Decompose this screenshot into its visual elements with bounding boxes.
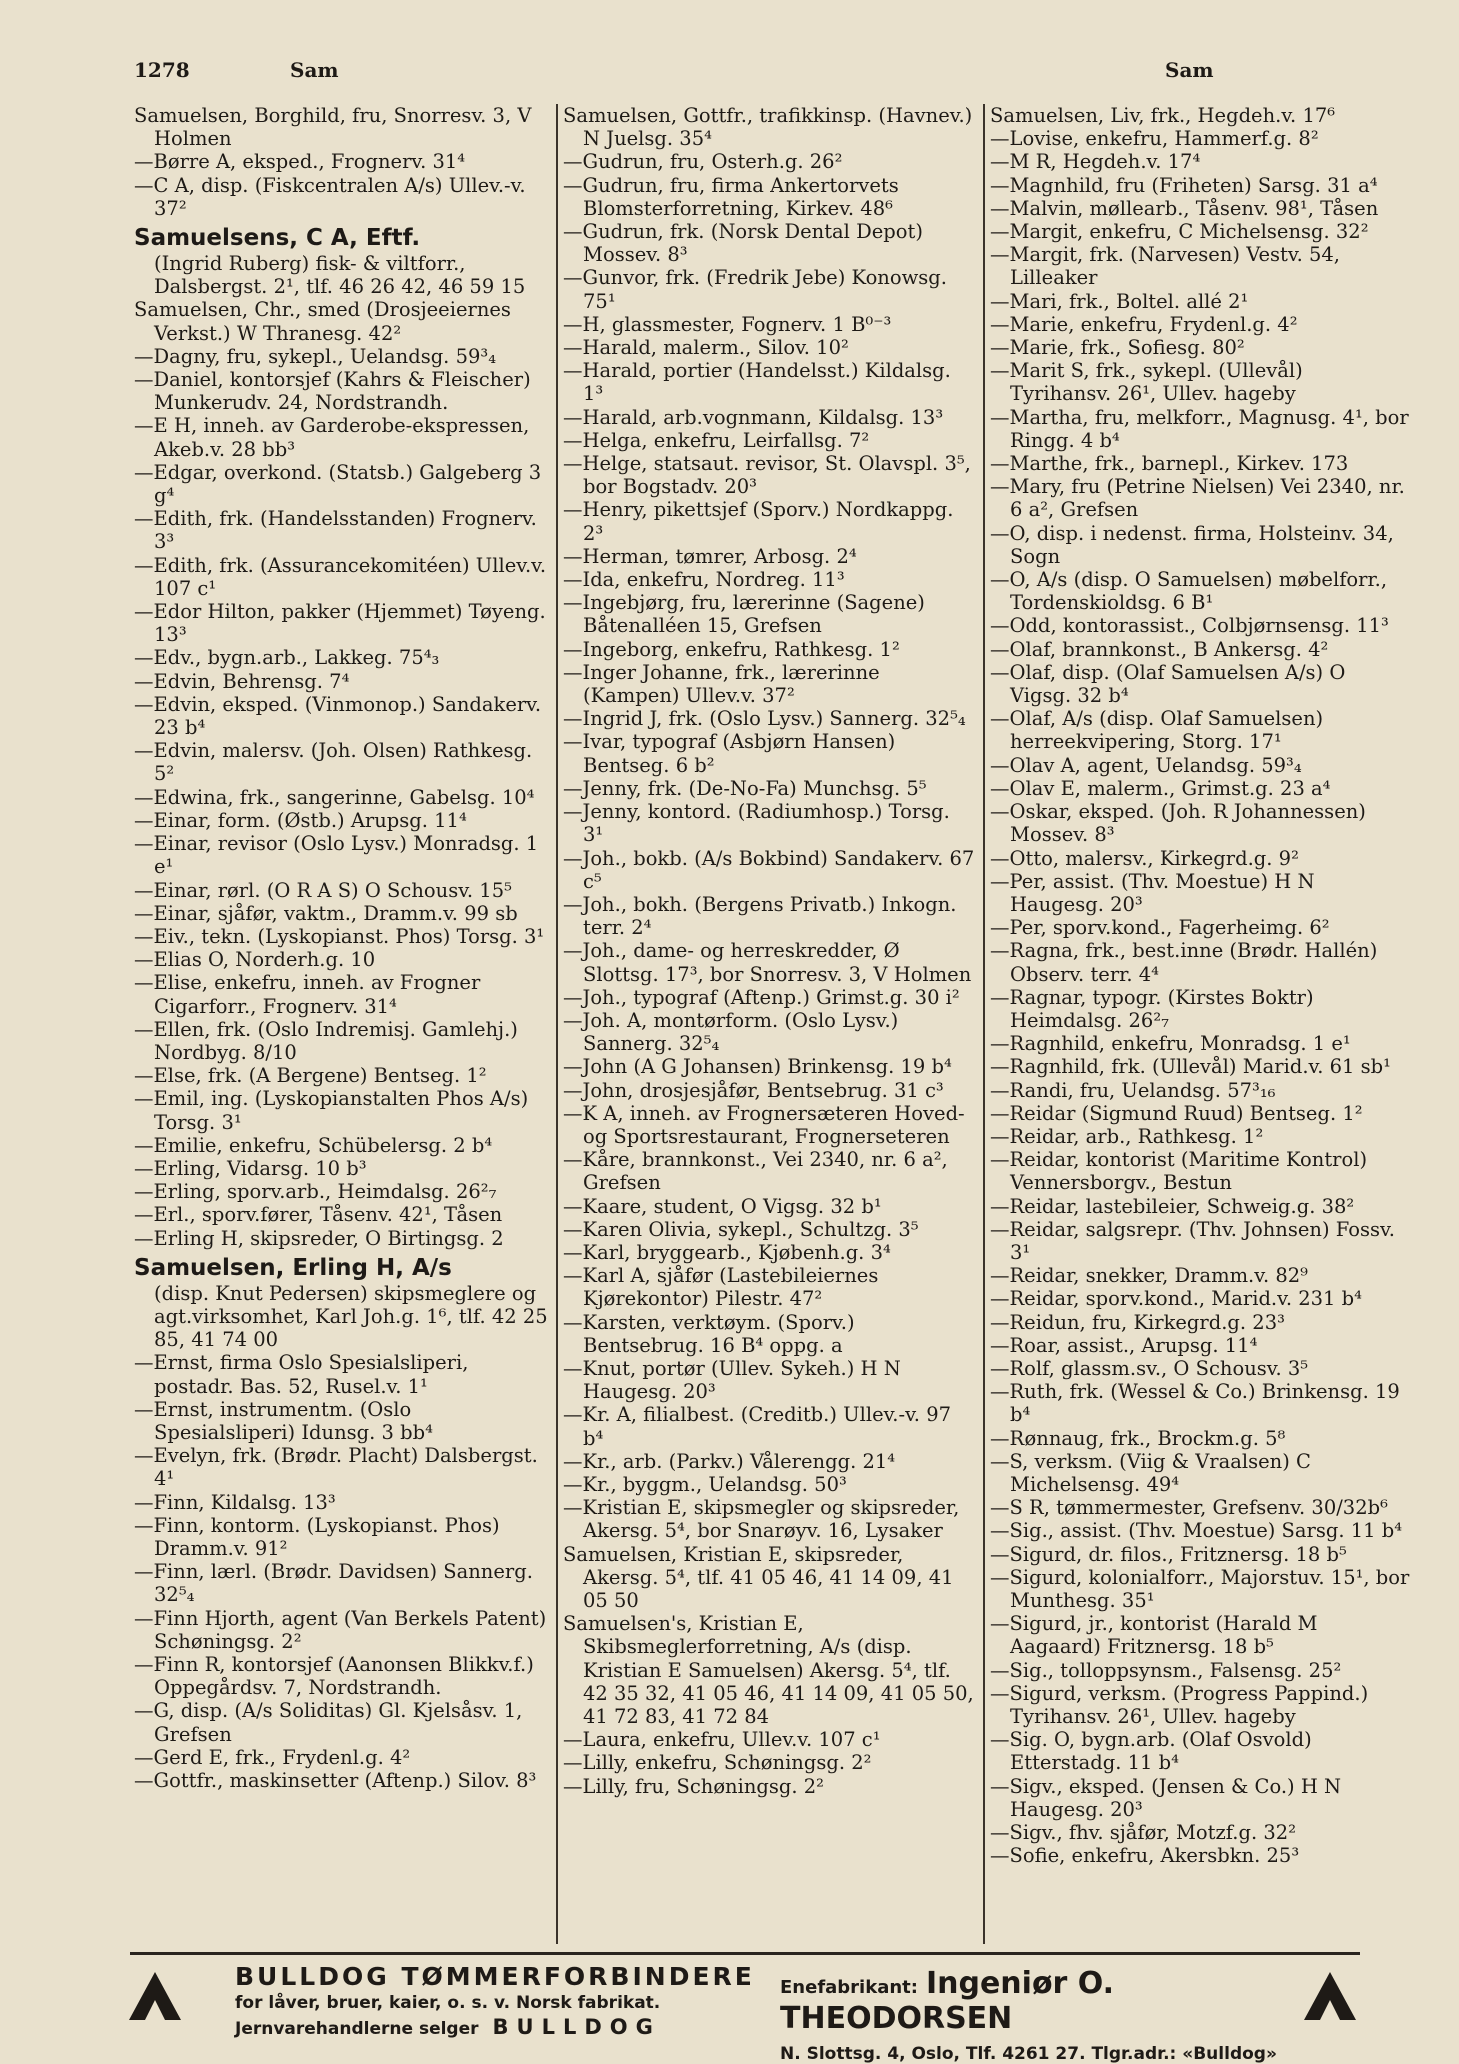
directory-entry: —Harald, malerm., Silov. 10² <box>563 336 849 360</box>
directory-entry: —Knut, portør (Ullev. Sykeh.) H N Haugesg. 20³ <box>563 1356 901 1404</box>
directory-entry: —Rolf, glassm.sv., O Schousv. 3⁵ <box>990 1356 1309 1380</box>
directory-entry: —Margit, frk. (Narvesen) Vestv. 54, Lilleaker <box>990 243 1340 290</box>
directory-entry: —Per, sporv.kond., Fagerheimg. 6² <box>990 916 1330 940</box>
directory-entry: —Sigv., fhv. sjåfør, Motzf.g. 32² <box>990 1821 1297 1845</box>
ad-line-3: Jernvarehandlerne selger <box>235 2019 479 2039</box>
running-head-left: Sam <box>290 58 339 82</box>
directory-entry: —Joh., dame- og herreskredder, Ø Slottsg. 17³, bor Snorresv. 3, V Holmen <box>563 939 972 986</box>
directory-entry: —Ragnar, typogr. (Kirstes Boktr) Heimdalsg. 26²₇ <box>990 985 1314 1032</box>
directory-entry: —Edvin, Behrensg. 7⁴ <box>134 669 350 693</box>
directory-entry: —Gottfr., maskinsetter (Aftenp.) Silov. 8³ <box>134 1769 537 1793</box>
directory-entry: —Reidar, snekker, Dramm.v. 82⁹ <box>990 1264 1308 1288</box>
advertisement-rule <box>130 1952 1360 1955</box>
directory-entry: —Emil, ing. (Lyskopianstalten Phos A/s) Torsg. 3¹ <box>134 1087 529 1134</box>
directory-entry: —Per, assist. (Thv. Moestue) H N Haugesg. 20³ <box>990 869 1315 916</box>
directory-entry: —Erl., sporv.fører, Tåsenv. 42¹, Tåsen <box>134 1203 503 1227</box>
directory-entry: —Malvin, møllearb., Tåsenv. 98¹, Tåsen <box>990 196 1379 220</box>
directory-entry: —Olaf, A/s (disp. Olaf Samuelsen) herreekvipering, Storg. 17¹ <box>990 707 1324 754</box>
directory-entry: —Edith, frk. (Handelsstanden) Frognerv. 3³ <box>134 507 537 554</box>
column-2 <box>563 104 975 1966</box>
directory-entry: —O, disp. i nedenst. firma, Holsteinv. 34, Sogn <box>990 521 1394 568</box>
ad-maker-label: Enefabrikant: <box>780 1977 918 1998</box>
column-1 <box>134 104 548 1966</box>
directory-entry: —Sigv., eksped. (Jensen & Co.) H N Haugesg. 20³ <box>990 1774 1342 1821</box>
directory-entry: —Daniel, kontorsjef (Kahrs & Fleischer) Munkerudv. 24, Nordstrandh. <box>134 368 531 415</box>
directory-entry: —Finn R, kontorsjef (Aanonsen Blikkv.f.) Oppegårdsv. 7, Nordstrandh. <box>134 1653 534 1700</box>
directory-entry: —Edv., bygn.arb., Lakkeg. 75⁴₃ <box>134 646 440 670</box>
directory-entry: —Helge, statsaut. revisor, St. Olavspl. 3⁵, bor Bogstadv. 20³ <box>563 452 971 499</box>
directory-entry: —Herman, tømrer, Arbosg. 2⁴ <box>563 544 857 568</box>
directory-entry: —Kåre, brannkonst., Vei 2340, nr. 6 a², Grefsen <box>563 1148 948 1195</box>
directory-entry: Samuelsens, C A, Eftf. <box>134 225 421 252</box>
directory-entry: —Finn Hjorth, agent (Van Berkels Patent) Schøningsg. 2² <box>134 1606 547 1653</box>
directory-entry: —Helga, enkefru, Leirfallsg. 7² <box>563 428 870 452</box>
directory-entry: —Ruth, frk. (Wessel & Co.) Brinkensg. 19 b⁴ <box>990 1380 1400 1427</box>
directory-entry: —Erling H, skipsreder, O Birtingsg. 2 <box>134 1226 504 1250</box>
directory-entry: —Lilly, fru, Schøningsg. 2² <box>563 1774 825 1798</box>
directory-entry: —Erling, sporv.arb., Heimdalsg. 26²₇ <box>134 1180 497 1204</box>
directory-entry: (disp. Knut Pedersen) skipsmeglere og agt.virksomhet, Karl Joh.g. 1⁶, tlf. 42 25 85, 41 74 00 <box>154 1281 548 1352</box>
directory-entry: —Emilie, enkefru, Schübelersg. 2 b⁴ <box>134 1133 493 1157</box>
directory-entry: —Ragna, frk., best.inne (Brødr. Hallén) Observ. terr. 4⁴ <box>990 939 1378 986</box>
directory-entry: —S R, tømmermester, Grefsenv. 30/32b⁶ <box>990 1496 1388 1520</box>
directory-entry: —Elise, enkefru, inneh. av Frogner Cigarforr., Frognerv. 31⁴ <box>134 971 481 1018</box>
directory-entry: —Reidar (Sigmund Ruud) Bentseg. 1² <box>990 1101 1363 1125</box>
directory-entry: —Karsten, verktøym. (Sporv.) Bentsebrug. 16 B⁴ oppg. a <box>563 1310 855 1357</box>
directory-entry: —Marit S, frk., sykepl. (Ullevål) Tyrihansv. 26¹, Ullev. hageby <box>990 359 1303 406</box>
directory-entry: —K A, inneh. av Frognersæteren Hoved- og Sportsrestaurant, Frognerseteren <box>563 1101 965 1148</box>
directory-entry: —Jenny, frk. (De-No-Fa) Munchsg. 5⁵ <box>563 776 927 800</box>
directory-entry: Samuelsen, Chr., smed (Drosjeeiernes Verkst.) W Thranesg. 42² <box>134 298 511 345</box>
ad-maker-name: Ingeniør O. THEODORSEN <box>780 1966 1115 2036</box>
directory-entry: —Sigurd, kolonialforr., Majorstuv. 15¹, bor Munthesg. 35¹ <box>990 1565 1410 1612</box>
directory-entry: —Edgar, overkond. (Statsb.) Galgeberg 3 g⁴ <box>134 460 542 508</box>
directory-entry: —Olav A, agent, Uelandsg. 59³₄ <box>990 753 1302 777</box>
directory-entry: —Else, frk. (A Bergene) Bentseg. 1² <box>134 1064 487 1088</box>
directory-entry: —Sigurd, dr. filos., Fritznersg. 18 b⁵ <box>990 1542 1347 1566</box>
directory-entry: —Reidar, arb., Rathkesg. 1² <box>990 1124 1264 1148</box>
directory-entry: —Kristian E, skipsmegler og skipsreder, Akersg. 5⁴, bor Snarøyv. 16, Lysaker <box>563 1496 960 1543</box>
directory-entry: —Edwina, frk., sangerinne, Gabelsg. 10⁴ <box>134 785 535 809</box>
directory-entry: —Harald, arb.vognmann, Kildalsg. 13³ <box>563 405 944 429</box>
directory-entry: —Marie, frk., Sofiesg. 80² <box>990 336 1245 360</box>
directory-entry: —Rønnaug, frk., Brockm.g. 5⁸ <box>990 1426 1286 1450</box>
directory-entry: —Sig., tolloppsynsm., Falsensg. 25² <box>990 1658 1342 1682</box>
column-3 <box>990 104 1410 1966</box>
directory-entry: —Olaf, brannkonst., B Ankersg. 4² <box>990 637 1329 661</box>
directory-entry: —Ingrid J, frk. (Oslo Lysv.) Sannerg. 32⁵₄ <box>563 707 966 731</box>
directory-entry: —Randi, fru, Uelandsg. 57³₁₆ <box>990 1078 1276 1102</box>
directory-entry: —Reidar, salgsrepr. (Thv. Johnsen) Fossv. 3¹ <box>990 1217 1395 1264</box>
ad-headline: BULLDOG TØMMERFORBINDERE <box>235 1962 755 1991</box>
directory-entry: —Gerd E, frk., Frydenl.g. 4² <box>134 1745 411 1769</box>
directory-entry: —Sigurd, jr., kontorist (Harald M Aagaard) Fritznersg. 18 b⁵ <box>990 1612 1318 1659</box>
directory-entry: —Edor Hilton, pakker (Hjemmet) Tøyeng. 13³ <box>134 600 546 647</box>
directory-entry: Samuelsen, Gottfr., trafikkinsp. (Havnev.) N Juelsg. 35⁴ <box>563 104 973 151</box>
ad-brand: BULLDOG <box>492 2015 661 2039</box>
directory-entry: —G, disp. (A/s Soliditas) Gl. Kjelsåsv. 1, Grefsen <box>134 1699 523 1746</box>
directory-entry: —Reidar, lastebileier, Schweig.g. 38² <box>990 1194 1355 1218</box>
directory-entry: —Harald, portier (Handelsst.) Kildalsg. 1³ <box>563 359 951 406</box>
directory-entry: —Ingebjørg, fru, lærerinne (Sagene) Båtenalléen 15, Grefsen <box>563 591 925 638</box>
directory-entry: —Karl, bryggearb., Kjøbenh.g. 3⁴ <box>563 1240 891 1264</box>
running-head-right: Sam <box>1165 58 1214 82</box>
directory-entry: —Olav E, malerm., Grimst.g. 23 a⁴ <box>990 776 1331 800</box>
directory-entry: —Inger Johanne, frk., lærerinne (Kampen) Ullev.v. 37² <box>563 660 880 708</box>
directory-entry: —Mari, frk., Boltel. allé 2¹ <box>990 289 1249 313</box>
directory-entry: —Edith, frk. (Assurancekomitéen) Ullev.v. 107 c¹ <box>134 553 547 600</box>
directory-entry: —Gudrun, fru, Osterh.g. 26² <box>563 150 843 174</box>
directory-entry: —Karl A, sjåfør (Lastebileiernes Kjørekontor) Pilestr. 47² <box>563 1264 879 1311</box>
directory-entry: —E H, inneh. av Garderobe-ekspressen, Akeb.v. 28 bb³ <box>134 414 530 461</box>
directory-entry: —Olaf, disp. (Olaf Samuelsen A/s) O Vigsg. 32 b⁴ <box>990 660 1346 708</box>
directory-entry: (Ingrid Ruberg) fisk- & viltforr., Dalsbergst. 2¹, tlf. 46 26 42, 46 59 15 <box>154 252 526 299</box>
directory-entry: —Ivar, typograf (Asbjørn Hansen) Bentseg. 6 b² <box>563 730 896 777</box>
directory-entry: Samuelsen, Erling H, A/s <box>134 1254 452 1281</box>
directory-entry: —Einar, sjåfør, vaktm., Dramm.v. 99 sb <box>134 901 518 925</box>
directory-entry: —Finn, Kildalsg. 13³ <box>134 1490 336 1514</box>
directory-entry: —Ragnhild, frk. (Ullevål) Marid.v. 61 sb¹ <box>990 1055 1391 1079</box>
directory-entry: —Jenny, kontord. (Radiumhosp.) Torsg. 3¹ <box>563 800 950 847</box>
directory-entry: —Einar, form. (Østb.) Arupsg. 11⁴ <box>134 808 467 832</box>
advertisement <box>120 1962 1370 2064</box>
directory-entry: —M R, Hegdeh.v. 17⁴ <box>990 150 1201 174</box>
directory-entry: —Ingeborg, enkefru, Rathkesg. 1² <box>563 637 900 661</box>
directory-entry: —Laura, enkefru, Ullev.v. 107 c¹ <box>563 1728 881 1752</box>
directory-entry: —Joh., typograf (Aftenp.) Grimst.g. 30 i² <box>563 985 960 1009</box>
directory-entry: —Martha, fru, melkforr., Magnusg. 4¹, bor Ringg. 4 b⁴ <box>990 405 1409 452</box>
directory-entry: —Lilly, enkefru, Schøningsg. 2² <box>563 1751 872 1775</box>
directory-entry: —Sig., assist. (Thv. Moestue) Sarsg. 11 b⁴ <box>990 1519 1403 1543</box>
directory-entry: —Henry, pikettsjef (Sporv.) Nordkappg. 2³ <box>563 498 954 545</box>
directory-entry: —Reidar, kontorist (Maritime Kontrol) Vennersborgv., Bestun <box>990 1148 1368 1195</box>
bulldog-logo-icon <box>125 1968 185 2024</box>
ad-line-2: for låver, bruer, kaier, o. s. v. Norsk fabrikat. <box>235 1993 661 2013</box>
directory-entry: —Edvin, malersv. (Joh. Olsen) Rathkesg. 5² <box>134 739 533 786</box>
directory-entry: —Roar, assist., Arupsg. 11⁴ <box>990 1333 1258 1357</box>
bulldog-logo-icon <box>1300 1968 1360 2024</box>
directory-entry: —Kr. A, filialbest. (Creditb.) Ullev.-v. 97 b⁴ <box>563 1403 952 1450</box>
directory-entry: —Finn, lærl. (Brødr. Davidsen) Sannerg. 32⁵₄ <box>134 1560 533 1607</box>
directory-entry: —Einar, rørl. (O R A S) O Schousv. 15⁵ <box>134 878 512 902</box>
directory-entry: —Ida, enkefru, Nordreg. 11³ <box>563 568 845 592</box>
directory-entry: —Mary, fru (Petrine Nielsen) Vei 2340, nr. 6 a², Grefsen <box>990 475 1405 522</box>
directory-entry: —Reidun, fru, Kirkegrd.g. 23³ <box>990 1310 1285 1334</box>
column-rule-1 <box>556 104 558 1944</box>
directory-entry: —John (A G Johansen) Brinkensg. 19 b⁴ <box>563 1055 952 1079</box>
directory-entry: —Evelyn, frk. (Brødr. Placht) Dalsbergst. 4¹ <box>134 1444 538 1491</box>
directory-entry: —O, A/s (disp. O Samuelsen) møbelforr., Tordenskioldsg. 6 B¹ <box>990 568 1388 615</box>
directory-entry: —Eiv., tekn. (Lyskopianst. Phos) Torsg. 3¹ <box>134 924 545 948</box>
directory-entry: —H, glassmester, Fognerv. 1 B⁰⁻³ <box>563 312 892 336</box>
directory-entry: —Magnhild, fru (Friheten) Sarsg. 31 a⁴ <box>990 173 1378 197</box>
directory-entry: —Elias O, Norderh.g. 10 <box>134 948 376 972</box>
directory-entry: —Ernst, instrumentm. (Oslo Spesialsliperi) Idunsg. 3 bb⁴ <box>134 1397 433 1444</box>
directory-entry: —Marie, enkefru, Frydenl.g. 4² <box>990 312 1298 336</box>
directory-entry: —Børre A, eksped., Frognerv. 31⁴ <box>134 150 466 174</box>
directory-entry: —Gudrun, fru, firma Ankertorvets Blomsterforretning, Kirkev. 48⁶ <box>563 173 899 220</box>
directory-entry: —Ellen, frk. (Oslo Indremisj. Gamlehj.) Nordbyg. 8/10 <box>134 1017 518 1064</box>
directory-entry: Samuelsen, Kristian E, skipsreder, Akersg. 5⁴, tlf. 41 05 46, 41 14 09, 41 05 50 <box>563 1542 954 1612</box>
directory-entry: —Karen Olivia, sykepl., Schultzg. 3⁵ <box>563 1217 919 1241</box>
ad-maker-address: N. Slottsg. 4, Oslo, Tlf. 4261 27. Tlgr.adr.: «Bulldog» <box>780 2044 1277 2064</box>
directory-entry: —Kaare, student, O Vigsg. 32 b¹ <box>563 1194 882 1218</box>
directory-entry: —Finn, kontorm. (Lyskopianst. Phos) Dramm.v. 91² <box>134 1513 500 1560</box>
directory-entry: —Erling, Vidarsg. 10 b³ <box>134 1156 367 1180</box>
directory-entry: —Lovise, enkefru, Hammerf.g. 8² <box>990 127 1319 151</box>
directory-entry: —Gunvor, frk. (Fredrik Jebe) Konowsg. 75¹ <box>563 266 947 313</box>
directory-entry: —Einar, revisor (Oslo Lysv.) Monradsg. 1 e¹ <box>134 832 539 879</box>
directory-entry: —S, verksm. (Viig & Vraalsen) C Michelsensg. 49⁴ <box>990 1449 1311 1496</box>
directory-entry: —Joh. A, montørform. (Oslo Lysv.) Sannerg. 32⁵₄ <box>563 1008 899 1056</box>
directory-entry: Samuelsen's, Kristian E, Skibsmeglerforretning, A/s (disp. Kristian E Samuelsen) Akersg. 5⁴, tlf. 42 35 32, 41 05 46, 41 14 09, 41 05 50, 41 72 83, 41 72 84 <box>563 1612 974 1729</box>
directory-entry: —Odd, kontorassist., Colbjørnsensg. 11³ <box>990 614 1389 638</box>
directory-entry: —Joh., bokb. (A/s Bokbind) Sandakerv. 67 c⁵ <box>563 846 975 893</box>
directory-entry: —Sig. O, bygn.arb. (Olaf Osvold) Etterstadg. 11 b⁴ <box>990 1728 1312 1775</box>
column-rule-2 <box>983 104 985 1944</box>
directory-entry: —Kr., arb. (Parkv.) Vålerengg. 21⁴ <box>563 1449 896 1473</box>
directory-entry: —Joh., bokh. (Bergens Privatb.) Inkogn. terr. 2⁴ <box>563 892 957 940</box>
directory-entry: —Oskar, eksped. (Joh. R Johannessen) Mossev. 8³ <box>990 800 1366 847</box>
directory-entry: —Margit, enkefru, C Michelsensg. 32² <box>990 220 1369 244</box>
directory-entry: Samuelsen, Borghild, fru, Snorresv. 3, V Holmen <box>134 104 532 151</box>
directory-entry: —Otto, malersv., Kirkegrd.g. 9² <box>990 846 1299 870</box>
directory-entry: —C A, disp. (Fiskcentralen A/s) Ullev.-v. 37² <box>134 173 526 220</box>
directory-entry: —Edvin, eksped. (Vinmonop.) Sandakerv. 23 b⁴ <box>134 692 542 740</box>
directory-entry: —Kr., byggm., Uelandsg. 50³ <box>563 1472 847 1496</box>
directory-entry: —John, drosjesjåfør, Bentsebrug. 31 c³ <box>563 1078 944 1102</box>
directory-entry: —Sofie, enkefru, Akersbkn. 25³ <box>990 1844 1300 1868</box>
page-number: 1278 <box>134 58 190 82</box>
directory-entry: —Gudrun, frk. (Norsk Dental Depot) Mossev. 8³ <box>563 220 923 267</box>
directory-entry: Samuelsen, Liv, frk., Hegdeh.v. 17⁶ <box>990 104 1336 127</box>
directory-entry: —Sigurd, verksm. (Progress Pappind.) Tyrihansv. 26¹, Ullev. hageby <box>990 1681 1369 1729</box>
directory-entry: —Dagny, fru, sykepl., Uelandsg. 59³₄ <box>134 344 497 368</box>
directory-entry: —Ernst, firma Oslo Spesialsliperi, postadr. Bas. 52, Rusel.v. 1¹ <box>134 1351 469 1398</box>
directory-entry: —Reidar, sporv.kond., Marid.v. 231 b⁴ <box>990 1287 1362 1311</box>
directory-entry: —Marthe, frk., barnepl., Kirkev. 173 <box>990 452 1349 476</box>
directory-entry: —Ragnhild, enkefru, Monradsg. 1 e¹ <box>990 1032 1351 1056</box>
